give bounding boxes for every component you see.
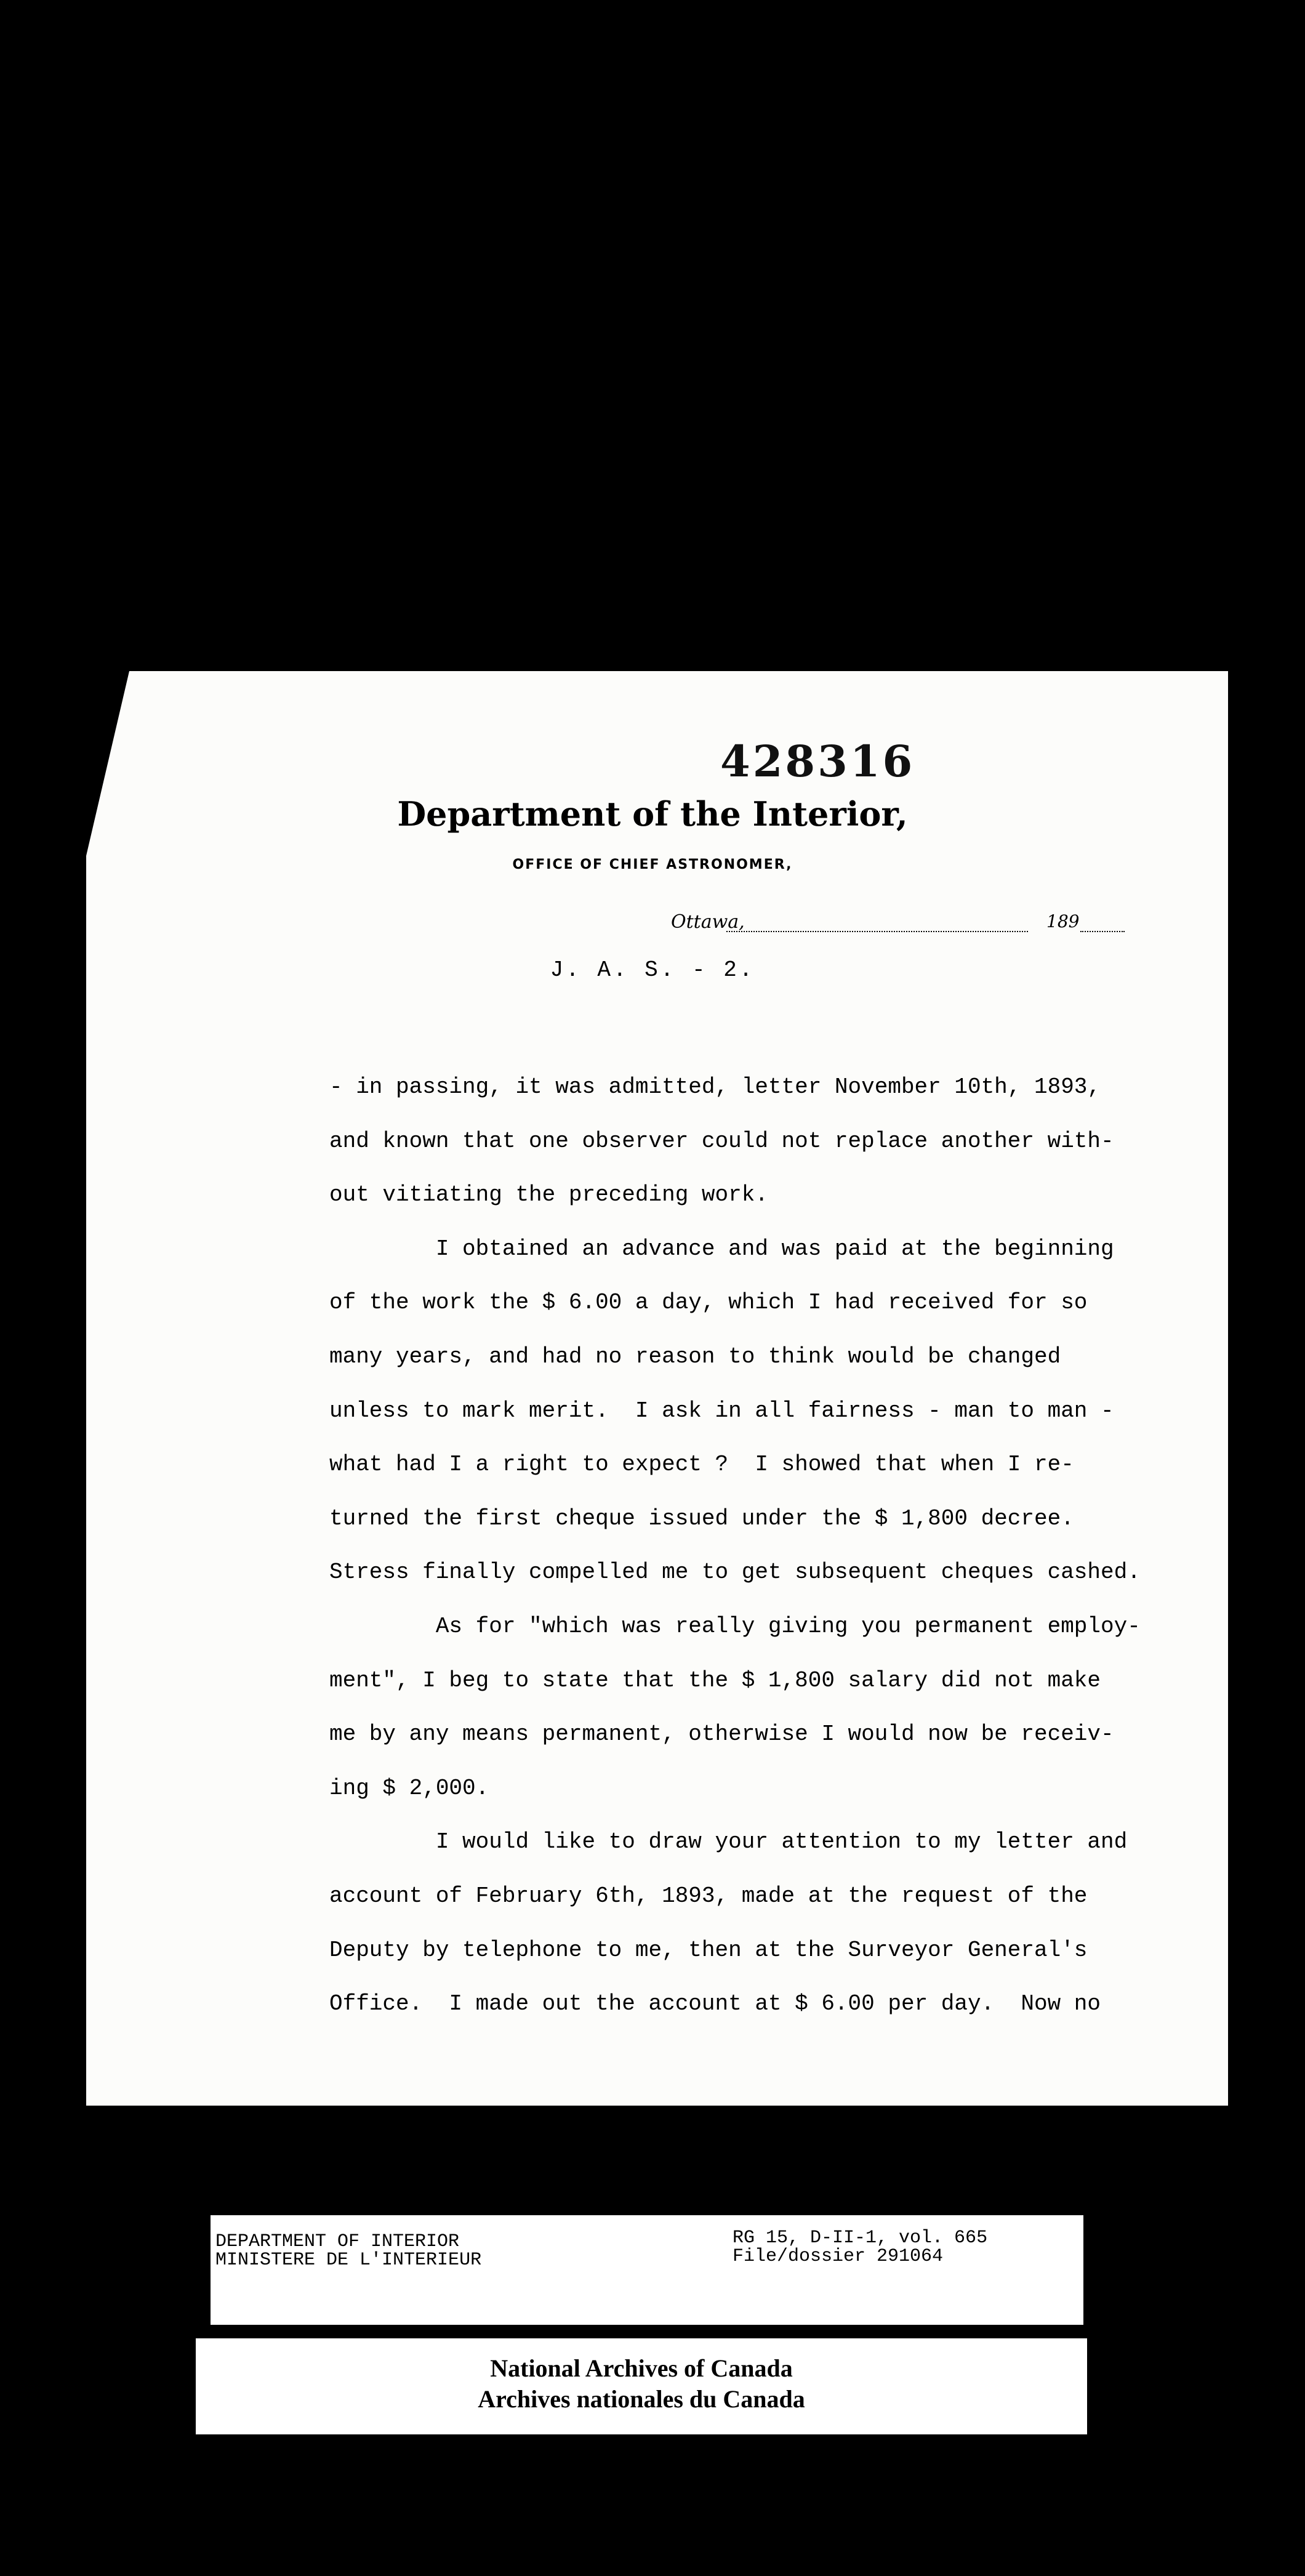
body-line: ing $ 2,000. bbox=[329, 1775, 489, 1801]
body-line: Office. I made out the account at $ 6.00 per day. Now no bbox=[329, 1991, 1101, 2017]
place-label: Ottawa, bbox=[671, 911, 745, 933]
archives-name-fr: Archives nationales du Canada bbox=[478, 2385, 805, 2413]
body-line: Deputy by telephone to me, then at the Surveyor General's bbox=[329, 1937, 1088, 1963]
body-line: unless to mark merit. I ask in all fairness - man to man - bbox=[329, 1398, 1114, 1423]
body-line: of the work the $ 6.00 a day, which I had received for so bbox=[329, 1290, 1088, 1316]
body-line: account of February 6th, 1893, made at the request of the bbox=[329, 1883, 1088, 1909]
stamp-number: 428316 bbox=[720, 736, 915, 787]
body-line: many years, and had no reason to think would be changed bbox=[329, 1343, 1061, 1369]
body-line: Stress finally compelled me to get subsequent cheques cashed. bbox=[329, 1560, 1141, 1585]
archives-banner bbox=[196, 2338, 1087, 2434]
letterhead-subtitle: OFFICE OF CHIEF ASTRONOMER, bbox=[512, 857, 793, 872]
body-line: As for "which was really giving you permanent employ- bbox=[329, 1613, 1141, 1639]
year-dotted-line bbox=[1080, 931, 1125, 932]
body-line: - in passing, it was admitted, letter November 10th, 1893, bbox=[329, 1074, 1101, 1100]
department-en: DEPARTMENT OF INTERIOR bbox=[215, 2231, 460, 2252]
page-reference: J. A. S. - 2. bbox=[550, 957, 755, 983]
body-line: turned the first cheque issued under the $ 1,800 decree. bbox=[329, 1505, 1074, 1531]
file-number: File/dossier 291064 bbox=[733, 2246, 944, 2267]
body-line: ment", I beg to state that the $ 1,800 salary did not make bbox=[329, 1667, 1101, 1693]
body-line: I would like to draw your attention to my letter and bbox=[329, 1829, 1128, 1855]
body-line: me by any means permanent, otherwise I would now be receiv- bbox=[329, 1721, 1114, 1747]
letterhead-title: Department of the Interior, bbox=[397, 794, 908, 834]
body-line: out vitiating the preceding work. bbox=[329, 1182, 768, 1208]
department-label bbox=[215, 2232, 481, 2269]
date-dotted-line bbox=[726, 931, 1028, 932]
letter-body bbox=[329, 1060, 1203, 2031]
body-line: what had I a right to expect ? I showed that when I re- bbox=[329, 1452, 1074, 1478]
body-line: I obtained an advance and was paid at the beginning bbox=[329, 1236, 1114, 1262]
archives-name-en: National Archives of Canada bbox=[490, 2354, 793, 2382]
record-group-reference: RG 15, D-II-1, vol. 665 bbox=[733, 2228, 988, 2248]
year-prefix: 189 bbox=[1046, 911, 1080, 932]
reference-label bbox=[733, 2229, 987, 2266]
archive-label bbox=[211, 2215, 1083, 2325]
body-line: and known that one observer could not replace another with- bbox=[329, 1128, 1114, 1154]
department-fr: MINISTERE DE L'INTERIEUR bbox=[215, 2250, 482, 2271]
